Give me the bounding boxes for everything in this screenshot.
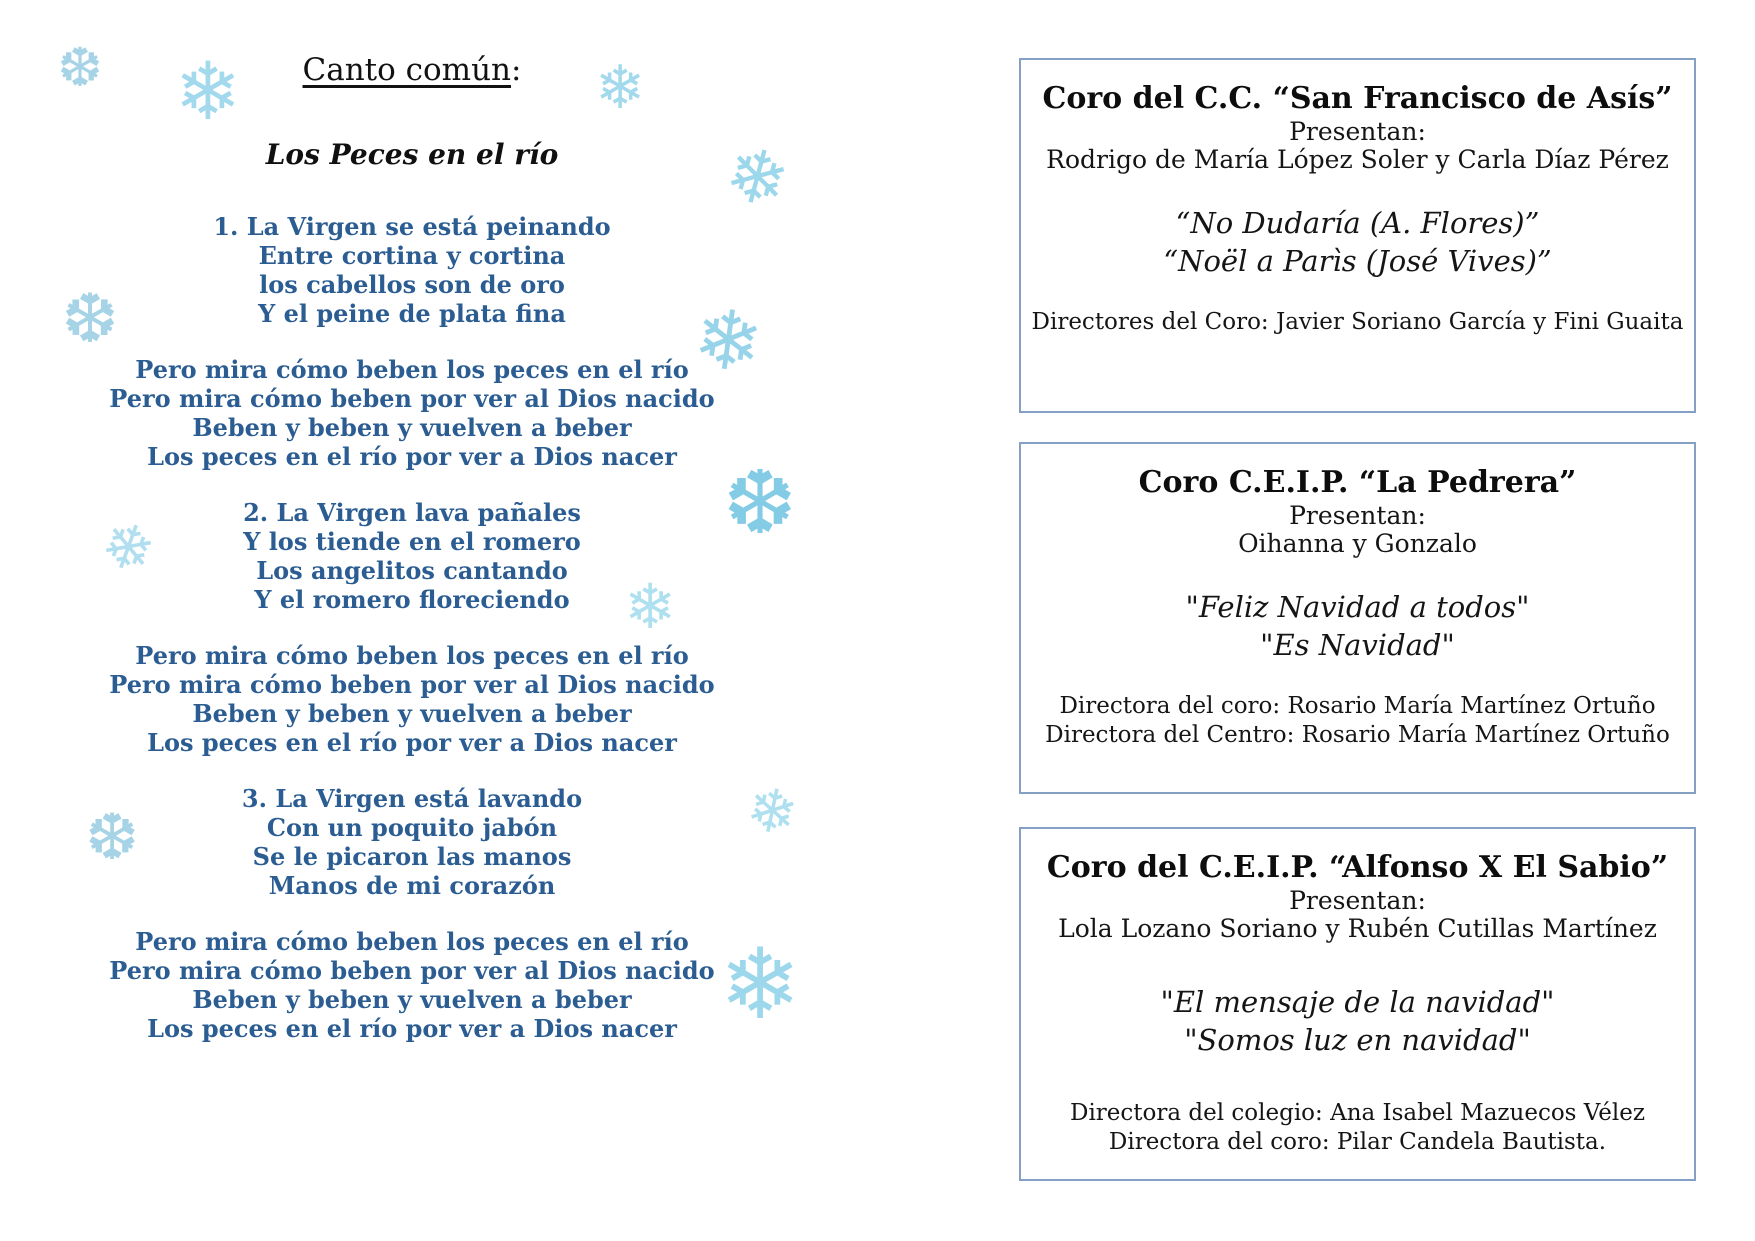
lyric-line: Pero mira cómo beben por ver al Dios nacido: [109, 670, 715, 699]
snowflake-branched-icon: ❄: [594, 53, 646, 123]
choir-box-alfonso-x: [1019, 827, 1696, 1181]
stanza-chorus-2: [42, 641, 782, 757]
lyric-line: Y el peine de plata fina: [258, 299, 566, 328]
left-column: [42, 45, 782, 1043]
stanza-verse-3: [42, 784, 782, 900]
presents-label: Presentan:: [1289, 501, 1426, 530]
stanza-verse-2: [42, 498, 782, 614]
page-title: [42, 50, 782, 90]
lyric-line: Con un poquito jabón: [266, 813, 558, 842]
stanza-verse-1: [42, 212, 782, 328]
lyric-line: los cabellos son de oro: [259, 270, 565, 299]
snowflake-branched-icon: ❄: [687, 289, 769, 394]
song-list: [1021, 204, 1694, 280]
choir-box-title: Coro C.E.I.P. “La Pedrera”: [1138, 465, 1577, 500]
choir-box-title: Coro del C.C. “San Francisco de Asís”: [1042, 81, 1673, 116]
lyric-line: Entre cortina y cortina: [258, 241, 566, 270]
choir-box-la-pedrera: [1019, 442, 1696, 794]
lyric-line: Beben y beben y vuelven a beber: [192, 699, 632, 728]
lyric-line: Los peces en el río por ver a Dios nacer: [147, 1014, 677, 1043]
presents-label: Presentan:: [1289, 117, 1426, 146]
lyric-line: 2. La Virgen lava pañales: [243, 498, 581, 527]
lyric-line: 3. La Virgen está lavando: [241, 784, 583, 813]
credit-line: Directores del Coro: Javier Soriano García y Fini Guaita: [1031, 309, 1684, 335]
presenters: Lola Lozano Soriano y Rubén Cutillas Martínez: [1058, 914, 1657, 943]
presents-label: Presentan:: [1289, 886, 1426, 915]
lyric-line: Se le picaron las manos: [252, 842, 572, 871]
lyric-line: Pero mira cómo beben los peces en el río: [135, 355, 689, 384]
stanza-chorus-3: [42, 927, 782, 1043]
snowflake-dense-icon: ❆: [61, 280, 119, 359]
snowflake-dense-icon: ❆: [57, 36, 103, 99]
song-quote: "Feliz Navidad a todos": [1185, 590, 1530, 624]
song-quote: "Somos luz en navidad": [1184, 1023, 1531, 1057]
credit-line: Directora del Centro: Rosario María Martínez Ortuño: [1045, 722, 1670, 748]
snowflake-branched-icon: ❄: [624, 570, 676, 643]
credits: [1021, 1099, 1694, 1157]
song-list: [1021, 588, 1694, 664]
snowflake-branched-icon: ❄: [715, 128, 799, 228]
choir-box-san-francisco: [1019, 58, 1696, 413]
lyric-line: Los angelitos cantando: [256, 556, 568, 585]
presenters: Oihanna y Gonzalo: [1238, 529, 1477, 558]
song-quote: “No Dudaría (A. Flores)”: [1175, 206, 1540, 240]
lyric-line: Manos de mi corazón: [268, 871, 556, 900]
lyric-line: Los peces en el río por ver a Dios nacer: [147, 728, 677, 757]
presenters: Rodrigo de María López Soler y Carla Díaz Pérez: [1046, 145, 1669, 174]
song-quote: "El mensaje de la navidad": [1160, 985, 1555, 1019]
lyric-line: 1. La Virgen se está peinando: [213, 212, 611, 241]
snowflake-branched-icon: ❄: [740, 772, 804, 852]
lyric-line: Pero mira cómo beben por ver al Dios nacido: [109, 956, 715, 985]
lyric-line: Pero mira cómo beben los peces en el río: [135, 927, 689, 956]
song-list: [1021, 983, 1694, 1059]
credit-line: Directora del coro: Pilar Candela Bautista.: [1108, 1129, 1607, 1155]
lyric-line: Y los tiende en el romero: [243, 527, 581, 556]
snowflake-dense-icon: ❆: [85, 801, 139, 875]
credits: [1021, 692, 1694, 750]
lyric-line: Beben y beben y vuelven a beber: [192, 985, 632, 1014]
snowflake-dense-icon: ❆: [723, 451, 797, 554]
snowflake-branched-icon: ❄: [718, 928, 802, 1042]
lyric-line: Pero mira cómo beben por ver al Dios nacido: [109, 384, 715, 413]
credit-line: Directora del colegio: Ana Isabel Mazuecos Vélez: [1070, 1100, 1645, 1126]
credits: [1021, 308, 1694, 337]
page-title-text: Canto común: [302, 52, 512, 88]
song-quote: “Noël a Parìs (José Vives)”: [1163, 244, 1552, 278]
stanza-chorus-1: [42, 355, 782, 471]
lyric-line: Los peces en el río por ver a Dios nacer: [147, 442, 677, 471]
lyric-line: Pero mira cómo beben los peces en el río: [135, 641, 689, 670]
snowflake-branched-icon: ❄: [174, 45, 242, 138]
song-quote: "Es Navidad": [1260, 628, 1455, 662]
choir-box-title: Coro del C.E.I.P. “Alfonso X El Sabio”: [1046, 850, 1669, 885]
song-title: Los Peces en el río: [265, 138, 559, 171]
credit-line: Directora del coro: Rosario María Martínez Ortuño: [1059, 693, 1656, 719]
lyric-line: Beben y beben y vuelven a beber: [192, 413, 632, 442]
lyric-line: Y el romero floreciendo: [254, 585, 570, 614]
page-title-colon: :: [511, 52, 522, 88]
snowflake-branched-icon: ❄: [91, 504, 166, 591]
